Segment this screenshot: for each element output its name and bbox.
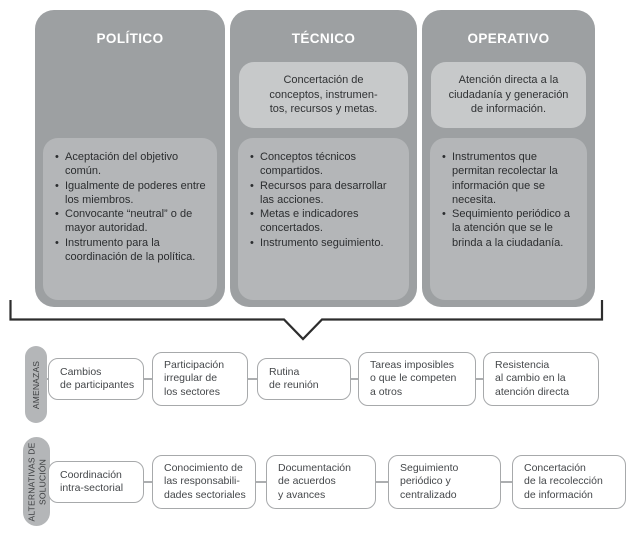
box-line: las responsabili-: [164, 475, 240, 488]
box-line: y avances: [278, 488, 326, 501]
bullet-item: • Convocante “neutral” o de mayor autoridad.: [54, 207, 209, 236]
bullet-item: • Instrumento para la coordinación de la política.: [54, 236, 209, 265]
bullet-item: • Instrumento seguimiento.: [249, 236, 401, 250]
box-line: a otros: [370, 385, 403, 398]
highlight-line: de información.: [470, 103, 547, 116]
box-line: Rutina: [269, 365, 300, 378]
box-line: Resistencia: [495, 359, 550, 372]
highlight-line: Atención directa a la: [458, 73, 559, 86]
box-line: al cambio en la: [495, 372, 566, 385]
threat-box-tareas: [358, 352, 476, 406]
box-line: centralizado: [400, 488, 457, 501]
bullet-list: [441, 150, 579, 250]
pillar-tecnico-bullets-box: [238, 138, 409, 300]
row-label-alternativas-text: [26, 442, 47, 521]
bullet-item: • Conceptos técnicos compartidos.: [249, 150, 401, 179]
box-line: Documentación: [278, 462, 351, 475]
bullet-item: • Sequimiento periódico a la atención que se le brinda a la ciudadanía.: [441, 207, 579, 250]
pillar-politico: [35, 10, 225, 307]
highlight-line: tos, recursos y metas.: [269, 103, 378, 116]
bullet-list: [54, 150, 209, 264]
bullet-list: [249, 150, 401, 250]
threat-box-rutina: [257, 358, 351, 400]
box-line: de la recolección: [524, 475, 603, 488]
pillar-tecnico: [230, 10, 417, 307]
solution-box-seguimiento: [388, 455, 501, 509]
threat-box-participacion: [152, 352, 248, 406]
row-label-amenazas-text: [31, 360, 42, 408]
box-line: Conocimiento de: [164, 462, 243, 475]
bullet-item: • Instrumentos que permitan recolectar la información que se necesita.: [441, 150, 579, 207]
bullet-item: • Aceptación del objetivo común.: [54, 150, 209, 179]
pillar-tecnico-highlight-box: [239, 62, 408, 128]
box-line: de acuerdos: [278, 475, 336, 488]
box-line: de información: [524, 488, 593, 501]
label-line: SOLUCIÓN: [36, 458, 47, 505]
highlight-line: Concertación de: [283, 73, 364, 86]
box-line: de participantes: [60, 379, 135, 391]
threat-box-resistencia: [483, 352, 599, 406]
box-line: atención directa: [495, 385, 570, 398]
pillar-politico-title: POLÍTICO: [96, 31, 164, 46]
box-line: de reunión: [269, 379, 319, 391]
box-line: irregular de: [164, 372, 218, 385]
solution-box-concertacion: [512, 455, 626, 509]
pillar-operativo-highlight-box: [431, 62, 586, 128]
pillar-operativo-bullets-box: [430, 138, 587, 300]
solution-box-coordinacion: [48, 461, 144, 503]
brace-bracket: [0, 296, 629, 344]
box-line: dades sectoriales: [164, 488, 246, 501]
box-line: Concertación: [524, 462, 586, 475]
highlight-line: ciudadanía y generación: [448, 88, 569, 101]
box-line: Seguimiento: [400, 462, 459, 475]
pillar-politico-bullets-box: [43, 138, 217, 300]
row-label-amenazas: [25, 346, 47, 423]
label-line: ALTERNATIVAS DE: [26, 441, 36, 522]
box-line: Coordinación: [60, 468, 122, 481]
row-label-alternativas: [23, 437, 50, 526]
box-line: los sectores: [164, 385, 221, 398]
bullet-item: • Metas e indicadores concertados.: [249, 207, 401, 236]
brace-path: [11, 300, 603, 339]
pillar-operativo: [422, 10, 595, 307]
bullet-item: • Recursos para desarrollar las acciones.: [249, 179, 401, 208]
box-line: periódico y: [400, 475, 451, 488]
label-line: AMENAZAS: [30, 360, 41, 409]
box-line: Participación: [164, 359, 225, 372]
box-line: Cambios: [60, 365, 102, 378]
highlight-line: conceptos, instrumen-: [269, 88, 378, 101]
bullet-item: • Igualmente de poderes entre los miembros.: [54, 179, 209, 208]
box-line: o que le competen: [370, 372, 457, 385]
pillar-tecnico-title: TÉCNICO: [291, 31, 356, 46]
pillar-operativo-title: OPERATIVO: [467, 31, 550, 46]
solution-box-conocimiento: [152, 455, 256, 509]
threat-box-cambios: [48, 358, 144, 400]
box-line: intra-sectorial: [60, 482, 124, 494]
solution-box-documentacion: [266, 455, 376, 509]
box-line: Tareas imposibles: [370, 359, 455, 372]
